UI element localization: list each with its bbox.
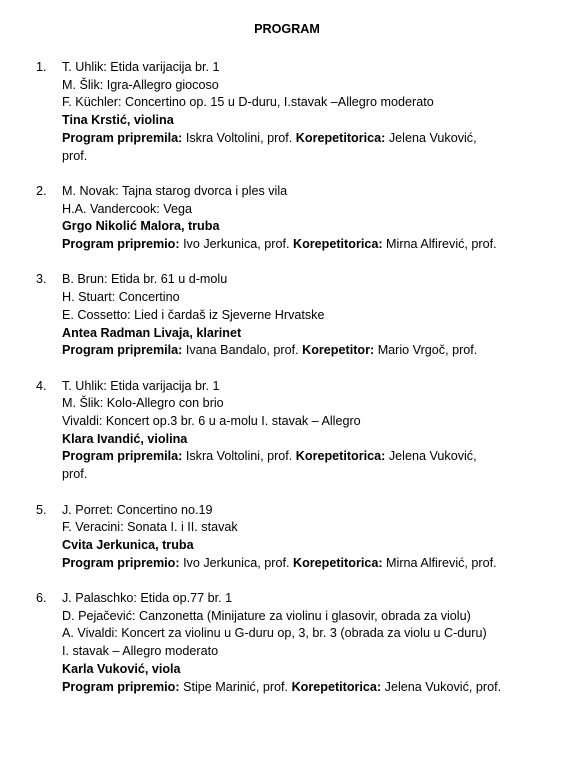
program-item	[0, 59, 562, 165]
item-number: 2.	[36, 183, 47, 198]
accompanist-name: Jelena Vuković, prof.	[62, 130, 477, 163]
program-list	[0, 59, 562, 714]
prep-label: Program pripremio:	[62, 555, 180, 570]
performer: Tina Krstić, violina	[62, 113, 174, 128]
piece: F. Veracini: Sonata I. i II. stavak	[62, 520, 238, 535]
accompanist-label: Korepetitorica:	[295, 449, 386, 464]
accompanist-label: Korepetitorica:	[292, 237, 383, 252]
prep-name: Ivo Jerkunica, prof.	[183, 555, 290, 570]
preparation-line	[62, 448, 502, 483]
item-number: 4.	[36, 378, 47, 393]
program-item	[0, 183, 562, 254]
accompanist-name: Jelena Vuković, prof.	[384, 679, 502, 694]
performer: Karla Vuković, viola	[62, 661, 181, 676]
program-item	[0, 271, 562, 360]
accompanist-label: Korepetitor:	[302, 343, 375, 358]
accompanist-name: Jelena Vuković, prof.	[62, 449, 477, 482]
piece: Vivaldi: Koncert op.3 br. 6 u a-molu I. stavak – Allegro	[62, 414, 361, 429]
accompanist-label: Korepetitorica:	[292, 555, 383, 570]
piece: H.A. Vandercook: Vega	[62, 201, 192, 216]
preparation-line	[62, 130, 502, 165]
page-title: PROGRAM	[254, 22, 320, 36]
program-item	[0, 590, 562, 696]
program-item	[0, 378, 562, 484]
piece: J. Palaschko: Etida op.77 br. 1	[62, 591, 233, 606]
accompanist-label: Korepetitorica:	[291, 679, 382, 694]
prep-name: Ivo Jerkunica, prof.	[183, 237, 290, 252]
accompanist-name: Mirna Alfirević, prof.	[386, 237, 497, 252]
piece: E. Cossetto: Lied i čardaš iz Sjeverne Hrvatske	[62, 307, 325, 322]
prep-label: Program pripremila:	[62, 130, 183, 145]
performer: Antea Radman Livaja, klarinet	[62, 325, 242, 340]
piece: T. Uhlik: Etida varijacija br. 1	[62, 60, 220, 74]
program-item	[0, 502, 562, 573]
prep-label: Program pripremio:	[62, 679, 180, 694]
preparation-line	[62, 679, 502, 697]
prep-name: Stipe Marinić, prof.	[183, 679, 289, 694]
preparation-line	[62, 555, 502, 573]
piece: I. stavak – Allegro moderato	[62, 644, 219, 659]
piece: D. Pejačević: Canzonetta (Minijature za violinu i glasovir, obrada za violu)	[62, 608, 471, 623]
item-number: 1.	[36, 60, 47, 74]
performer: Grgo Nikolić Malora, truba	[62, 219, 220, 234]
performer: Klara Ivandić, violina	[62, 431, 188, 446]
piece: H. Stuart: Concertino	[62, 290, 180, 305]
prep-label: Program pripremio:	[62, 237, 180, 252]
accompanist-name: Mario Vrgoč, prof.	[377, 343, 478, 358]
piece: M. Šlik: Igra-Allegro giocoso	[62, 77, 219, 92]
piece: T. Uhlik: Etida varijacija br. 1	[62, 378, 220, 393]
prep-name: Iskra Voltolini, prof.	[185, 130, 293, 145]
piece: J. Porret: Concertino no.19	[62, 502, 213, 517]
piece: B. Brun: Etida br. 61 u d-molu	[62, 272, 228, 287]
piece: A. Vivaldi: Koncert za violinu u G-duru op, 3, br. 3 (obrada za violu u C-duru)	[62, 626, 487, 641]
performer: Cvita Jerkunica, truba	[62, 537, 194, 552]
piece: M. Šlik: Kolo-Allegro con brio	[62, 396, 224, 411]
prep-label: Program pripremila:	[62, 449, 183, 464]
item-number: 5.	[36, 502, 47, 517]
item-number: 6.	[36, 591, 47, 606]
prep-name: Iskra Voltolini, prof.	[185, 449, 293, 464]
piece: M. Novak: Tajna starog dvorca i ples vila	[62, 183, 288, 198]
preparation-line	[62, 236, 502, 254]
prep-label: Program pripremila:	[62, 343, 183, 358]
item-number: 3.	[36, 272, 47, 287]
prep-name: Ivana Bandalo, prof.	[185, 343, 299, 358]
preparation-line	[62, 342, 502, 360]
piece: F. Küchler: Concertino op. 15 u D-duru, I.stavak –Allegro moderato	[62, 95, 434, 110]
accompanist-label: Korepetitorica:	[295, 130, 386, 145]
accompanist-name: Mirna Alfirević, prof.	[386, 555, 497, 570]
